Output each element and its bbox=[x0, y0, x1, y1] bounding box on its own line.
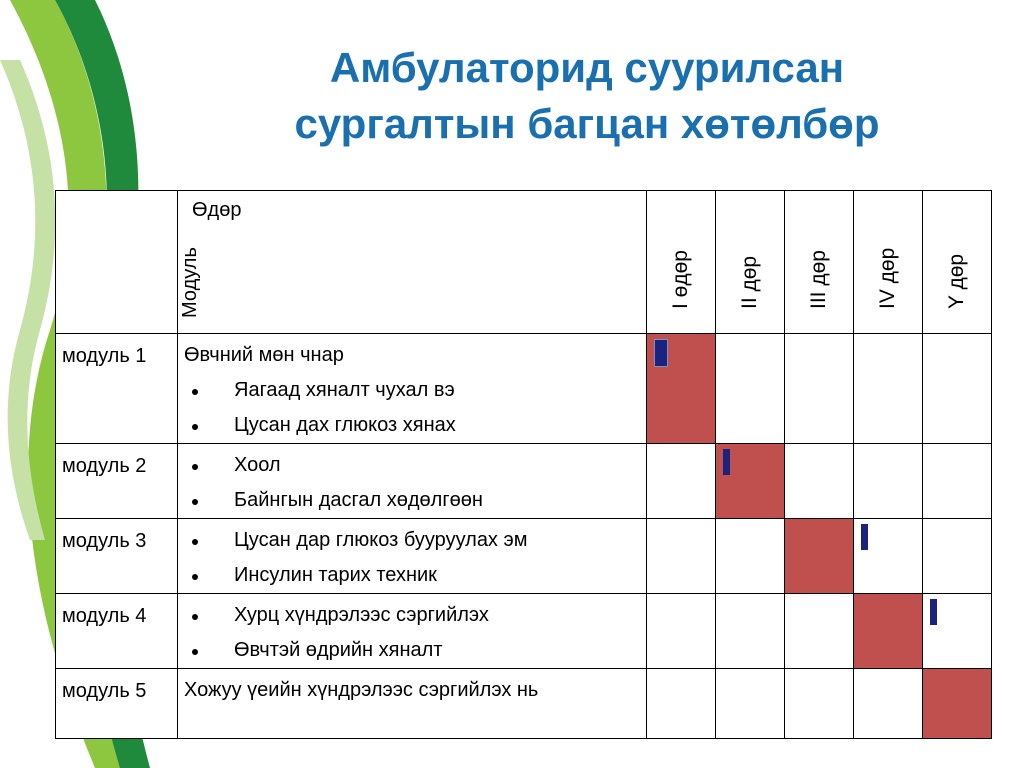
topic-item: Хурц хүндрэлээс сэргийлэх bbox=[184, 598, 640, 633]
day-cell bbox=[785, 669, 854, 739]
topics-cell bbox=[178, 669, 647, 739]
topics-cell bbox=[178, 594, 647, 669]
day-cell bbox=[854, 669, 923, 739]
text-cursor-marker bbox=[861, 524, 868, 550]
day-cell bbox=[647, 519, 716, 594]
topic-item: Өвчтэй өдрийн хяналт bbox=[184, 633, 640, 668]
day-axis-label: Өдөр bbox=[192, 199, 242, 221]
title-line-2: сургалтын багцан хөтөлбөр bbox=[294, 100, 880, 147]
table-row bbox=[56, 519, 992, 594]
active-day-cell bbox=[923, 669, 992, 739]
text-cursor-marker bbox=[930, 599, 937, 625]
day-header-3: III дөр bbox=[785, 191, 854, 334]
active-day-cell bbox=[647, 334, 716, 444]
day-cell bbox=[716, 334, 785, 444]
module-name-cell: модуль 1 bbox=[56, 334, 178, 444]
module-axis-label: Модуль bbox=[179, 247, 201, 318]
day-cell bbox=[785, 444, 854, 519]
text-cursor-marker bbox=[654, 339, 668, 367]
topic-item: Цусан дах глюкоз хянах bbox=[184, 408, 640, 443]
day-cell bbox=[647, 594, 716, 669]
day-cell bbox=[785, 594, 854, 669]
topic-item: Байнгын дасгал хөдөлгөөн bbox=[184, 483, 640, 518]
table-row bbox=[56, 334, 992, 444]
day-cell bbox=[647, 669, 716, 739]
module-name-cell: модуль 2 bbox=[56, 444, 178, 519]
day-cell bbox=[647, 444, 716, 519]
table-row bbox=[56, 669, 992, 739]
table-header-row bbox=[56, 191, 992, 334]
empty-header-cell bbox=[56, 191, 178, 334]
day-cell bbox=[716, 669, 785, 739]
day-cell bbox=[716, 594, 785, 669]
module-name-cell: модуль 3 bbox=[56, 519, 178, 594]
text-cursor-marker bbox=[723, 449, 730, 475]
day-cell bbox=[923, 594, 992, 669]
topics-cell bbox=[178, 519, 647, 594]
module-name-cell: модуль 5 bbox=[56, 669, 178, 739]
day-cell bbox=[923, 519, 992, 594]
day-header-1: I өдөр bbox=[647, 191, 716, 334]
day-header-4: IV дөр bbox=[854, 191, 923, 334]
topics-cell bbox=[178, 444, 647, 519]
program-schedule-table bbox=[55, 190, 992, 739]
module-name-cell: модуль 4 bbox=[56, 594, 178, 669]
page-title bbox=[150, 40, 1024, 152]
active-day-cell bbox=[716, 444, 785, 519]
topic-heading: Хожуу үеийн хүндрэлээс сэргийлэх нь bbox=[184, 679, 539, 701]
table-row bbox=[56, 444, 992, 519]
title-line-1: Амбулаторид суурилсан bbox=[329, 44, 845, 91]
day-cell bbox=[854, 334, 923, 444]
day-cell bbox=[785, 334, 854, 444]
table-row bbox=[56, 594, 992, 669]
topic-heading: Өвчний мөн чнар bbox=[184, 344, 344, 366]
day-header-2: II дөр bbox=[716, 191, 785, 334]
topic-item: Яагаад хяналт чухал вэ bbox=[184, 373, 640, 408]
day-cell bbox=[854, 444, 923, 519]
day-cell bbox=[923, 334, 992, 444]
topic-item: Инсулин тарих техник bbox=[184, 558, 640, 593]
topic-item: Хоол bbox=[184, 448, 640, 483]
active-day-cell bbox=[854, 594, 923, 669]
day-cell bbox=[923, 444, 992, 519]
corner-header-cell bbox=[178, 191, 647, 334]
active-day-cell bbox=[785, 519, 854, 594]
day-cell bbox=[716, 519, 785, 594]
topics-cell bbox=[178, 334, 647, 444]
day-header-5: Y дөр bbox=[923, 191, 992, 334]
day-cell bbox=[854, 519, 923, 594]
topic-item: Цусан дар глюкоз бууруулах эм bbox=[184, 523, 640, 558]
